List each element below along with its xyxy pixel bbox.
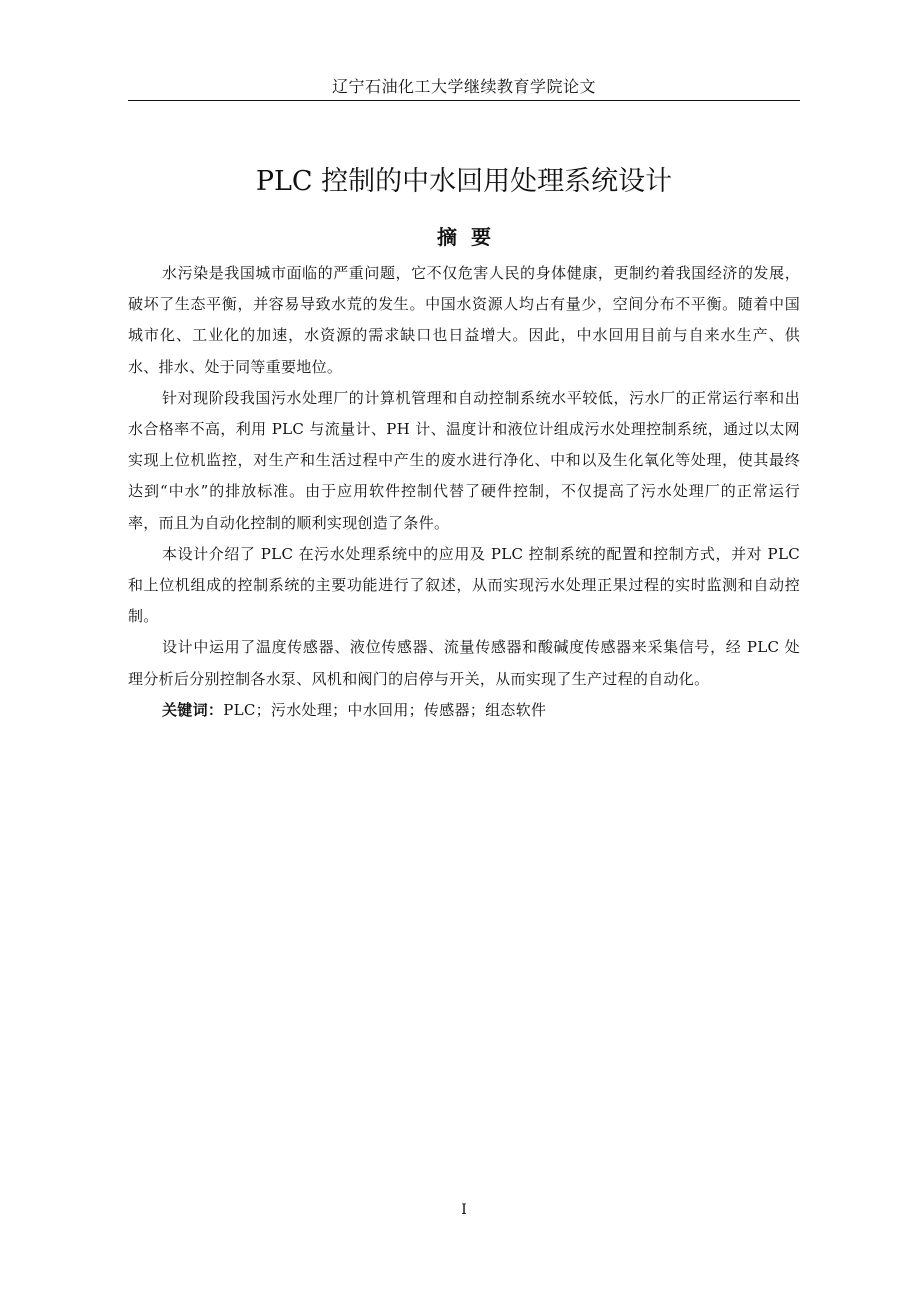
abstract-paragraph-4: 设计中运用了温度传感器、液位传感器、流量传感器和酸碱度传感器来采集信号，经 PLC 处理分析后分别控制各水泵、风机和阀门的启停与开关，从而实现了生产过程的自动化。 xyxy=(128,638,800,688)
page-number: I xyxy=(461,1202,467,1218)
keywords-line xyxy=(128,695,800,726)
paper-title: PLC 控制的中水回用处理系统设计 xyxy=(255,166,673,197)
header-rule xyxy=(128,100,800,101)
abstract-body xyxy=(128,258,800,726)
abstract-paragraph-3: 本设计介绍了 PLC 在污水处理系统中的应用及 PLC 控制系统的配置和控制方式，并对 PLC 和上位机组成的控制系统的主要功能进行了叙述，从而实现污水处理正果过程的实时监测和自动控制。 xyxy=(128,544,800,626)
keywords-label: 关键词： xyxy=(162,700,224,719)
running-header: 辽宁石油化工大学继续教育学院论文 xyxy=(331,77,596,96)
abstract-paragraph-2: 针对现阶段我国污水处理厂的计算机管理和自动控制系统水平较低，污水厂的正常运行率和出水合格率不高，利用 PLC 与流量计、PH 计、温度计和液位计组成污水处理控制系统，通过以太网实现上位机监控，对生产和生活过程中产生的废水进行净化、中和以及生化氧化等处理，使其最终达到“中水”的排放标准。由于应用软件控制代替了硬件控制，不仅提高了污水处理厂的正常运行率，而且为自动化控制的顺利实现创造了条件。 xyxy=(128,388,800,532)
abstract-paragraph-1: 水污染是我国城市面临的严重问题，它不仅危害人民的身体健康，更制约着我国经济的发展，破坏了生态平衡，并容易导致水荒的发生。中国水资源人均占有量少，空间分布不平衡。随着中国城市化、工业化的加速，水资源的需求缺口也日益增大。因此，中水回用目前与自来水生产、供水、排水、处于同等重要地位。 xyxy=(128,264,800,376)
abstract-heading: 摘要 xyxy=(437,225,505,249)
keywords-text: PLC；污水处理；中水回用；传感器；组态软件 xyxy=(223,700,547,719)
